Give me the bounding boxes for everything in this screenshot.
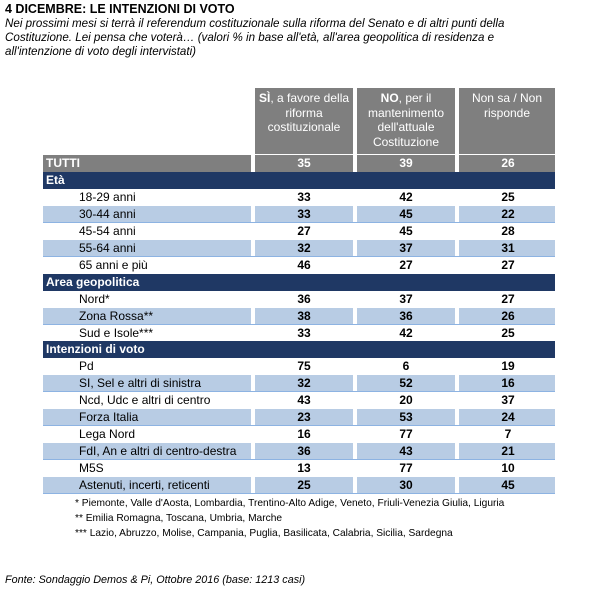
row-label: 30-44 anni xyxy=(79,207,136,221)
row-label: Sud e Isole*** xyxy=(79,326,154,340)
table-row xyxy=(43,443,555,460)
footnotes xyxy=(75,496,504,542)
row-label: Forza Italia xyxy=(79,410,139,424)
page-subtitle: Nei prossimi mesi si terrà il referendum costituzionale sulla riforma del Senato e di altri punti della Costituzione. Lei pensa che voterà… (valori % in base all'età, all'area geopolitica di residenza e all'intenzione di voto degli intervistati) xyxy=(5,17,505,59)
value-no: 6 xyxy=(402,359,410,373)
table-row xyxy=(43,375,555,392)
row-label: Nord* xyxy=(79,292,110,306)
table-row xyxy=(43,477,555,494)
table-row xyxy=(43,257,555,274)
section-header xyxy=(43,172,555,189)
table-row xyxy=(43,206,555,223)
value-nonsa: 25 xyxy=(501,190,515,204)
table-row xyxy=(43,240,555,257)
value-nonsa: 7 xyxy=(504,427,512,441)
section-header xyxy=(43,274,555,291)
value-no: 37 xyxy=(399,241,413,255)
value-no: 53 xyxy=(399,410,413,424)
value-nonsa: 45 xyxy=(501,478,515,492)
value-no: 36 xyxy=(399,309,413,323)
value-no: 42 xyxy=(399,326,413,340)
row-label: Ncd, Udc e altri di centro xyxy=(79,393,211,407)
row-label: FdI, An e altri di centro-destra xyxy=(79,444,237,458)
value-nonsa: 26 xyxy=(501,309,515,323)
table-row xyxy=(43,409,555,426)
table-row xyxy=(43,392,555,409)
row-label: 18-29 anni xyxy=(79,190,136,204)
value-no: 77 xyxy=(399,461,413,475)
table-row xyxy=(43,325,555,342)
value-si: 16 xyxy=(297,427,311,441)
value-si: 23 xyxy=(297,410,311,424)
value-nonsa: 25 xyxy=(501,326,515,340)
total-value-si: 35 xyxy=(297,156,311,170)
total-row xyxy=(43,155,555,172)
value-no: 45 xyxy=(399,224,413,238)
total-value-nonsa: 26 xyxy=(501,156,515,170)
value-si: 43 xyxy=(297,393,311,407)
value-nonsa: 28 xyxy=(501,224,515,238)
section-header xyxy=(43,341,555,358)
value-no: 20 xyxy=(399,393,413,407)
row-label: Pd xyxy=(79,359,94,373)
value-no: 77 xyxy=(399,427,413,441)
row-label: 65 anni e più xyxy=(79,258,148,272)
value-nonsa: 27 xyxy=(501,292,515,306)
value-no: 52 xyxy=(399,376,413,390)
table-row xyxy=(43,358,555,375)
row-label: Zona Rossa** xyxy=(79,309,154,323)
value-si: 33 xyxy=(297,326,311,340)
value-si: 32 xyxy=(297,376,311,390)
value-nonsa: 21 xyxy=(501,444,515,458)
value-no: 42 xyxy=(399,190,413,204)
value-nonsa: 16 xyxy=(501,376,515,390)
column-header-nonsa: Non sa / Non risponde xyxy=(459,88,555,154)
value-no: 30 xyxy=(399,478,413,492)
value-nonsa: 31 xyxy=(501,241,515,255)
row-label: SI, Sel e altri di sinistra xyxy=(79,376,202,390)
value-si: 27 xyxy=(297,224,311,238)
value-no: 43 xyxy=(399,444,413,458)
value-nonsa: 10 xyxy=(501,461,515,475)
row-label: Astenuti, incerti, reticenti xyxy=(79,478,210,492)
value-si: 32 xyxy=(297,241,311,255)
page-title: 4 DICEMBRE: LE INTENZIONI DI VOTO xyxy=(5,2,235,16)
footnote: ** Emilia Romagna, Toscana, Umbria, Marche xyxy=(75,513,283,525)
value-nonsa: 19 xyxy=(501,359,515,373)
section-title: Intenzioni di voto xyxy=(46,342,145,356)
value-no: 27 xyxy=(399,258,413,272)
value-si: 33 xyxy=(297,207,311,221)
table-row xyxy=(43,460,555,477)
total-label: TUTTI xyxy=(46,156,80,170)
value-si: 36 xyxy=(297,444,311,458)
value-nonsa: 37 xyxy=(501,393,515,407)
value-si: 13 xyxy=(297,461,311,475)
table-row xyxy=(43,223,555,240)
row-label: Lega Nord xyxy=(79,427,136,441)
column-header-si: SÌ, a favore della riforma costituzionale xyxy=(255,88,353,154)
value-no: 45 xyxy=(399,207,413,221)
row-label: 45-54 anni xyxy=(79,224,136,238)
value-si: 25 xyxy=(297,478,311,492)
row-label: 55-64 anni xyxy=(79,241,136,255)
value-no: 37 xyxy=(399,292,413,306)
table-row xyxy=(43,189,555,206)
value-nonsa: 27 xyxy=(501,258,515,272)
footnote: * Piemonte, Valle d'Aosta, Lombardia, Trentino-Alto Adige, Veneto, Friuli-Venezia Giulia, Liguria xyxy=(75,498,505,509)
value-si: 75 xyxy=(297,359,311,373)
column-header-no: NO, per il mantenimento dell'attuale Costituzione xyxy=(357,88,455,154)
value-si: 46 xyxy=(297,258,311,272)
total-value-no: 39 xyxy=(399,156,413,170)
table-row xyxy=(43,291,555,308)
value-si: 33 xyxy=(297,190,311,204)
source-note: Fonte: Sondaggio Demos & Pi, Ottobre 2016 (base: 1213 casi) xyxy=(5,574,306,586)
value-si: 38 xyxy=(297,309,311,323)
value-nonsa: 22 xyxy=(501,207,515,221)
row-label: M5S xyxy=(79,461,104,475)
value-si: 36 xyxy=(297,292,311,306)
table-row xyxy=(43,426,555,443)
section-title: Area geopolitica xyxy=(46,275,140,289)
value-nonsa: 24 xyxy=(501,410,515,424)
table-row xyxy=(43,308,555,325)
section-title: Età xyxy=(46,173,65,187)
footnote: *** Lazio, Abruzzo, Molise, Campania, Puglia, Basilicata, Calabria, Sicilia, Sardegna xyxy=(75,528,453,540)
